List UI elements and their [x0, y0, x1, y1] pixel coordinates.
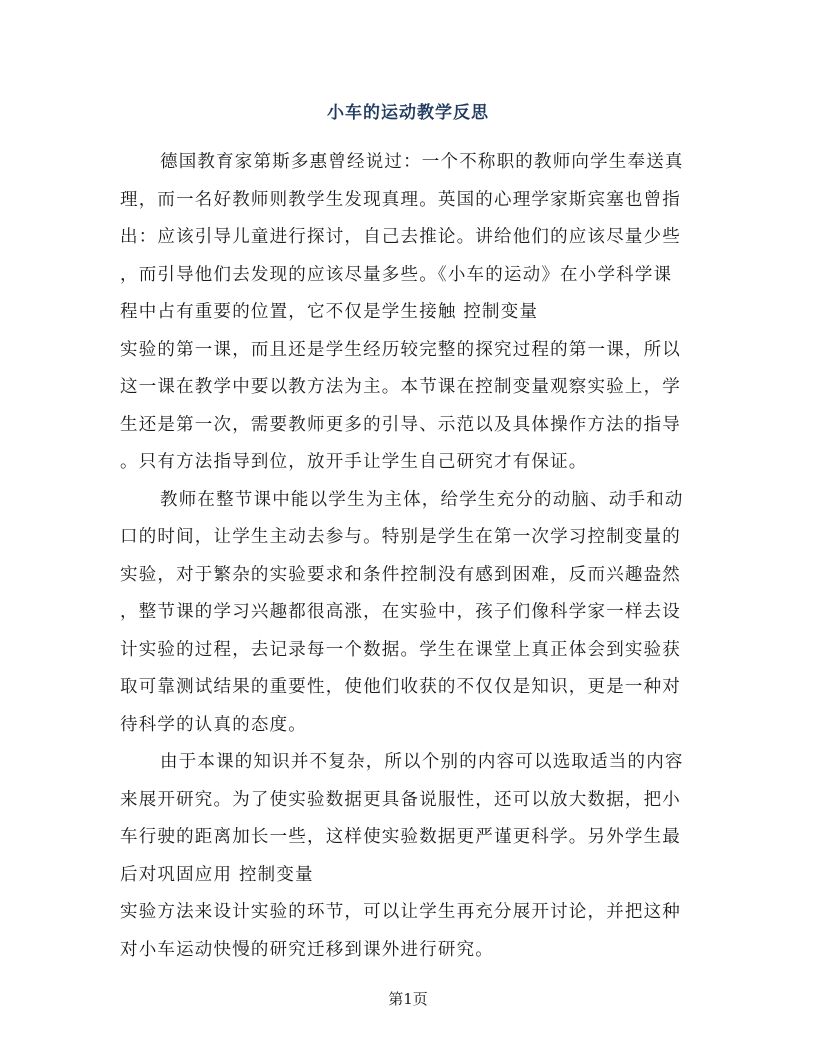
text-line: 口的时间，让学生主动去参与。特别是学生在第一次学习控制变量的 [120, 527, 681, 547]
text-line: 对小车运动快慢的研究迁移到课外进行研究。 [120, 939, 494, 960]
text-line: 取可靠测试结果的重要性，使他们收获的不仅仅是知识，更是一种对 [120, 677, 681, 697]
text-line: 后对巩固应用 控制变量 [120, 864, 314, 885]
paragraph-2 [120, 482, 690, 745]
paragraph-3 [120, 744, 690, 969]
text-line: 实验，对于繁杂的实验要求和条件控制没有感到困难，反而兴趣盎然 [120, 564, 681, 585]
text-line: 由于本课的知识并不复杂，所以个别的内容可以选取适当的内容 [160, 752, 684, 772]
text-line: 德国教育家第斯多惠曾经说过：一个不称职的教师向学生奉送真 [160, 152, 684, 172]
text-line: 出：应该引导儿童进行探讨，自己去推论。讲给他们的应该尽量少些 [120, 227, 681, 247]
text-line: 这一课在教学中要以教方法为主。本节课在控制变量观察实验上，学 [120, 377, 681, 397]
page-number: 第1页 [388, 990, 428, 1008]
paragraph-1 [120, 144, 690, 482]
text-line: 程中占有重要的位置，它不仅是学生接触 控制变量 [120, 302, 539, 322]
text-line: 生还是第一次，需要教师更多的引导、示范以及具体操作方法的指导 [120, 414, 681, 435]
text-line: 教师在整节课中能以学生为主体，给学生充分的动脑、动手和动 [160, 489, 684, 510]
document-title: 小车的运动教学反思 [327, 103, 489, 123]
text-line: 待科学的认真的态度。 [120, 714, 307, 735]
text-line: 。只有方法指导到位，放开手让学生自己研究才有保证。 [120, 452, 588, 472]
text-line: 来展开研究。为了使实验数据更具备说服性，还可以放大数据，把小 [120, 789, 681, 810]
text-line: 车行驶的距离加长一些，这样使实验数据更严谨更科学。另外学生最 [120, 827, 681, 847]
text-line: 实验的第一课，而且还是学生经历较完整的探究过程的第一课，所以 [120, 339, 681, 360]
text-line: ，整节课的学习兴趣都很高涨，在实验中，孩子们像科学家一样去设 [120, 602, 681, 622]
text-line: 实验方法来设计实验的环节，可以让学生再充分展开讨论，并把这种 [120, 902, 681, 922]
document-body [120, 144, 690, 969]
text-line: ，而引导他们去发现的应该尽量多些。《小车的运动》在小学科学课 [120, 264, 673, 285]
text-line: 理，而一名好教师则教学生发现真理。英国的心理学家斯宾塞也曾指 [120, 189, 681, 210]
text-line: 计实验的过程，去记录每一个数据。学生在课堂上真正体会到实验获 [120, 639, 681, 660]
